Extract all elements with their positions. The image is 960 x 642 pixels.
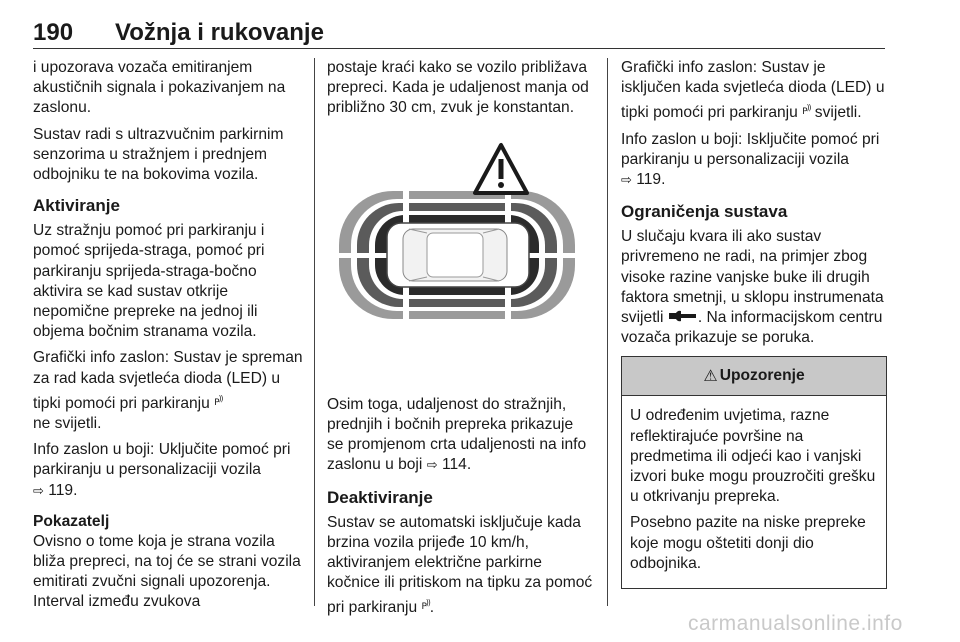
paragraph: Posebno pazite na niske prepreke koje mogu oštetiti donji dio odbojnika. xyxy=(630,514,866,572)
paragraph: U određenim uvjetima, razne reflektirajuće površine na predmetima ili odjeći kao i vanjski izvori buke mogu prouzročiti grešku u otkrivanju prepreka. xyxy=(630,407,876,506)
parking-assist-icon: P)) xyxy=(802,103,811,118)
column-divider xyxy=(314,58,315,606)
warning-title: Upozorenje xyxy=(719,367,805,385)
paragraph-text: Osim toga, udaljenost do stražnjih, prednjih i bočnih prepreka prikazuje se promjenom crta udaljenosti na info zaslonu u boji xyxy=(327,395,587,474)
warning-header xyxy=(622,357,886,396)
paragraph-text: . Na informacijskom centru vozača prikazuje se poruka. xyxy=(621,309,883,347)
section-heading-limits: Ograničenja sustava xyxy=(621,202,788,222)
parking-assist-icon: P)) xyxy=(214,393,223,408)
page-number: 190 xyxy=(33,19,74,46)
column-divider xyxy=(607,58,608,606)
page-reference: 119. xyxy=(48,481,78,499)
paragraph xyxy=(621,130,887,192)
paragraph: Sustav radi s ultrazvučnim parkirnim senzorima u stražnjem i prednjem odbojniku te na bokovima vozila. xyxy=(33,125,284,184)
paragraph xyxy=(327,513,593,619)
page-header xyxy=(33,8,885,49)
column-middle xyxy=(327,58,593,625)
paragraph-text: Info zaslon u boji: Uključite pomoć pri parkiranju u personalizaciji vozila xyxy=(33,441,291,479)
paragraph-text: Grafički info zaslon: Sustav je isključen kada svjetleća dioda (LED) u tipki pomoći pri parkiranju xyxy=(621,59,885,122)
paragraph: Uz stražnju pomoć pri parkiranju i pomoć sprijeda-straga, pomoć pri parkiranju sprijeda-straga-bočno aktivira se kad sustav otkrije nepomične prepreke na jednoj ili objema bočnim stranama vozila. xyxy=(33,222,265,341)
watermark: carmanualsonline.info xyxy=(688,612,903,635)
page-reference-arrow-icon: ⇨ xyxy=(33,483,44,499)
paragraph-text: Grafički info zaslon: Sustav je spreman za rad kada svjetleća dioda (LED) u tipki pomoći pri parkiranju xyxy=(33,349,303,412)
section-heading-indicators: Pokazatelj xyxy=(33,512,110,530)
paragraph: i upozorava vozača emitiranjem akustičnih signala i pokazivanjem na zaslonu. xyxy=(33,59,286,117)
column-left xyxy=(33,58,303,619)
paragraph xyxy=(33,348,303,434)
paragraph xyxy=(621,58,887,124)
warning-triangle-icon: ⚠ xyxy=(703,366,718,386)
paragraph-text: ne svijetli. xyxy=(33,415,102,433)
warning-box xyxy=(621,356,887,589)
column-right xyxy=(621,58,887,589)
section-heading-activation: Aktiviranje xyxy=(33,196,120,216)
warning-triangle-icon xyxy=(475,145,527,193)
wrench-icon xyxy=(668,309,698,323)
page-reference: 119. xyxy=(636,171,666,189)
paragraph-text: U slučaju kvara ili ako sustav privremeno ne radi, na primjer zbog visoke razine vanjske buke ili drugih faktora smetnji, u sklopu instrumenata svijetli xyxy=(621,228,884,327)
chapter-title: Vožnja i rukovanje xyxy=(115,19,324,46)
warning-body xyxy=(622,396,886,588)
section-heading-deactivation: Deaktiviranje xyxy=(327,487,433,507)
page-reference-arrow-icon: ⇨ xyxy=(426,458,438,474)
park-assist-diagram xyxy=(327,137,587,377)
paragraph: postaje kraći kako se vozilo približava prepreci. Kada je udaljenost manja od približno 30 cm, zvuk je konstantan. xyxy=(327,59,589,117)
parking-assist-icon: P)) xyxy=(421,598,430,613)
paragraph-text: Info zaslon u boji: Isključite pomoć pri parkiranju u personalizaciji vozila xyxy=(621,130,880,168)
paragraph-text: . xyxy=(429,599,435,617)
page-reference: 114. xyxy=(441,456,472,474)
paragraph xyxy=(621,227,887,348)
page-reference-arrow-icon: ⇨ xyxy=(621,173,632,189)
paragraph: Ovisno o tome koja je strana vozila bliža prepreci, na toj će se strani vozila emitirati zvučni signali upozorenja. Interval između zvukova xyxy=(33,532,301,611)
paragraph-text: svijetli. xyxy=(814,104,862,122)
paragraph xyxy=(327,395,593,477)
paragraph-text: Sustav se automatski isključuje kada brzina vozila prijeđe 10 km/h, aktiviranjem električne parkirne kočnice ili pritiskom na tipku za pomoć pri parkiranju xyxy=(327,513,593,617)
paragraph xyxy=(33,440,303,502)
